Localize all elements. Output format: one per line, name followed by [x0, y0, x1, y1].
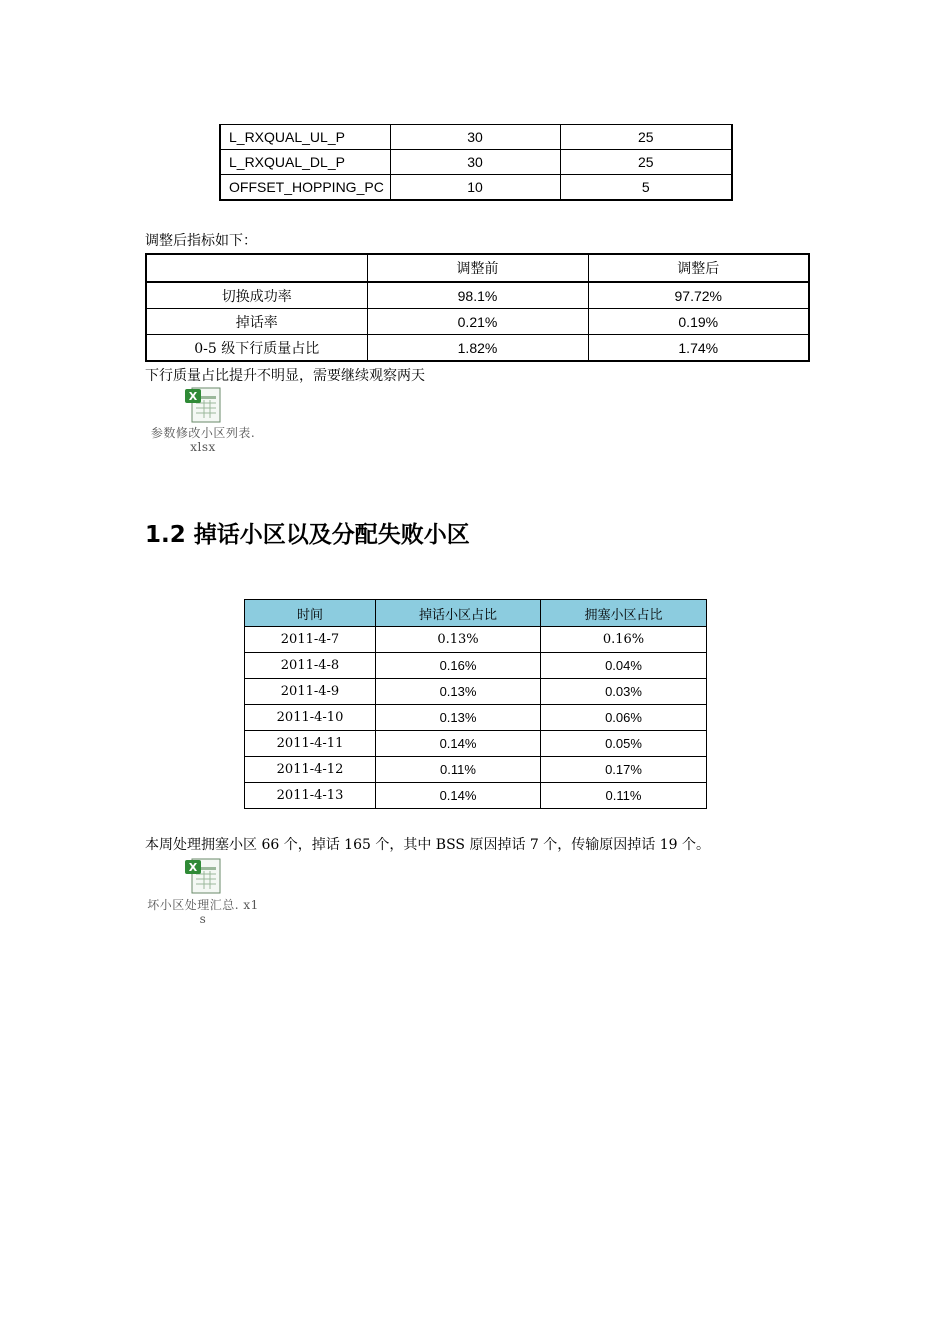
table-cell: 0.04%: [541, 653, 707, 679]
kpi-note-text: 下行质量占比提升不明显，需要继续观察两天: [145, 368, 425, 384]
table-cell: 97.72%: [588, 282, 809, 309]
excel-file-icon[interactable]: [184, 857, 224, 895]
table-cell: 掉话率: [146, 309, 367, 335]
table-cell: 30: [390, 150, 560, 175]
table-header-cell: 时间: [245, 600, 376, 627]
svg-text:X: X: [188, 861, 198, 874]
kpi-intro-text: 调整后指标如下：: [145, 233, 257, 249]
summary-text: 本周处理拥塞小区 66 个，掉话 165 个，其中 BSS 原因掉话 7 个，传输原因掉话 19 个。: [145, 837, 710, 853]
table-cell: L_RXQUAL_UL_P: [220, 125, 390, 150]
table-row: [146, 309, 809, 335]
table-header-cell: [146, 254, 367, 282]
table-row: [220, 175, 732, 201]
kpi-table: [145, 253, 810, 362]
table-cell: 0.05%: [541, 731, 707, 757]
excel-file-icon[interactable]: [184, 386, 224, 424]
table-cell: 0.14%: [376, 731, 541, 757]
table-cell: 0.16%: [541, 627, 707, 653]
table-cell: 切换成功率: [146, 282, 367, 309]
table-header-cell: 调整前: [367, 254, 588, 282]
attachment-label-line: 坏小区处理汇总. x1: [147, 898, 259, 912]
table-cell: 1.74%: [588, 335, 809, 362]
table-cell: 0.13%: [376, 679, 541, 705]
table-cell: 0.13%: [376, 705, 541, 731]
table-row: [146, 335, 809, 362]
section-heading: 1.2 掉话小区以及分配失败小区: [145, 522, 470, 548]
table-cell: 2011-4-9: [245, 679, 376, 705]
table-cell: 98.1%: [367, 282, 588, 309]
table-cell: 0-5 级下行质量占比: [146, 335, 367, 362]
parameter-table: [219, 124, 733, 201]
table-header-cell: 拥塞小区占比: [541, 600, 707, 627]
table-cell: 2011-4-12: [245, 757, 376, 783]
table-row: [245, 679, 707, 705]
table-cell: 0.13%: [376, 627, 541, 653]
table-cell: 2011-4-8: [245, 653, 376, 679]
attachment-label-line: s: [199, 912, 207, 926]
table-cell: 0.11%: [541, 783, 707, 809]
table-row: [245, 705, 707, 731]
drop-cell-table: [244, 599, 707, 809]
attachment-label-line: xlsx: [190, 440, 216, 454]
table-header-cell: 调整后: [588, 254, 809, 282]
table-row: [245, 627, 707, 653]
table-row: [220, 125, 732, 150]
table-cell: 2011-4-11: [245, 731, 376, 757]
table-cell: 0.14%: [376, 783, 541, 809]
table-cell: 0.17%: [541, 757, 707, 783]
table-row: [220, 150, 732, 175]
attachment-label: [138, 898, 268, 926]
table-cell: 25: [560, 150, 732, 175]
table-cell: 0.19%: [588, 309, 809, 335]
table-row: [245, 731, 707, 757]
table-header-cell: 掉话小区占比: [376, 600, 541, 627]
table-cell: 2011-4-10: [245, 705, 376, 731]
table-cell: 0.03%: [541, 679, 707, 705]
table-cell: 5: [560, 175, 732, 201]
svg-text:X: X: [188, 390, 198, 403]
table-row: [146, 282, 809, 309]
table-cell: 25: [560, 125, 732, 150]
table-cell: 10: [390, 175, 560, 201]
attachment-label-line: 参数修改小区列表.: [150, 426, 256, 440]
table-cell: 0.06%: [541, 705, 707, 731]
table-header-row: [245, 600, 707, 627]
table-cell: 2011-4-13: [245, 783, 376, 809]
table-cell: 1.82%: [367, 335, 588, 362]
table-cell: OFFSET_HOPPING_PC: [220, 175, 390, 201]
table-cell: 30: [390, 125, 560, 150]
table-cell: 0.21%: [367, 309, 588, 335]
table-row: [245, 653, 707, 679]
table-cell: 0.16%: [376, 653, 541, 679]
table-row: [245, 757, 707, 783]
table-cell: 0.11%: [376, 757, 541, 783]
table-cell: 2011-4-7: [245, 627, 376, 653]
attachment-label: [138, 426, 268, 454]
table-header-row: [146, 254, 809, 282]
table-cell: L_RXQUAL_DL_P: [220, 150, 390, 175]
table-row: [245, 783, 707, 809]
